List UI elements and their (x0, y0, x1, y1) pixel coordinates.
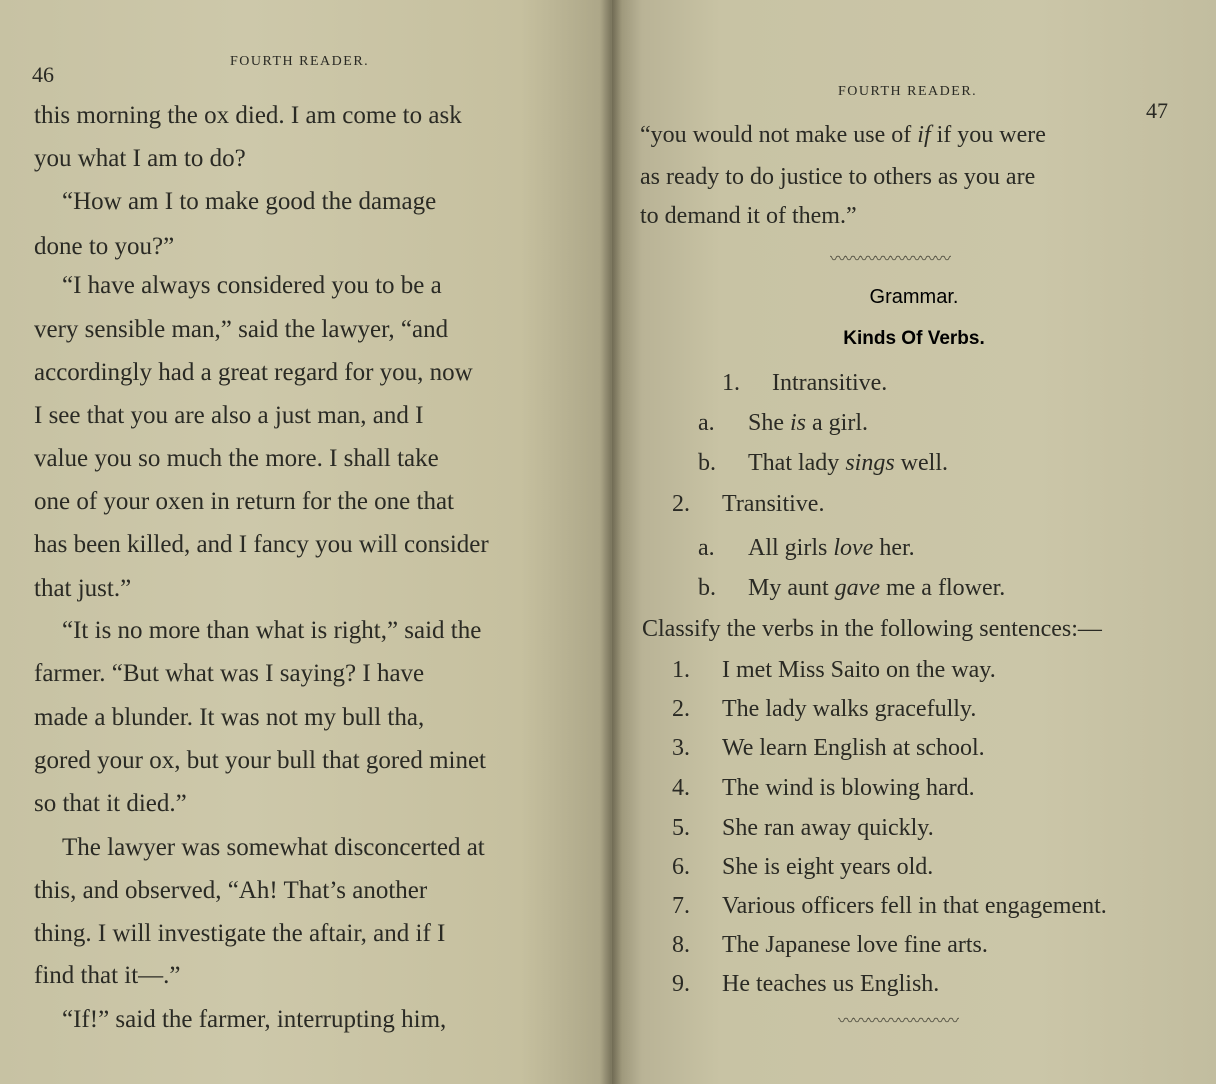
exercise-item: 4. The wind is blowing hard. (672, 775, 975, 801)
text-line: “If!” said the farmer, interrupting him, (62, 1006, 447, 1033)
exercise-item: 9. He teaches us English. (672, 971, 940, 997)
example-line: b. That lady sings well. (698, 450, 948, 476)
text-line: “How am I to make good the damage (62, 188, 437, 215)
section-title: Grammar. (869, 286, 959, 308)
ornament-rule: 〰〰〰〰〰〰〰〰 (838, 1011, 959, 1030)
example-line: a. She is a girl. (698, 410, 868, 436)
exercise-item: 6. She is eight years old. (672, 854, 934, 880)
text-line: farmer. “But what was I saying? I have (34, 660, 425, 687)
exercise-item: 5. She ran away quickly. (672, 815, 934, 841)
text-line: has been killed, and I fancy you will consider (34, 531, 489, 558)
kind-number: 1. (722, 370, 740, 396)
text-line: find that it—.” (34, 962, 181, 989)
kind-name: Intransitive. (772, 370, 888, 396)
text-line: gored your ox, but your bull that gored minet (34, 747, 487, 774)
kind-heading (672, 491, 824, 518)
text-line: “It is no more than what is right,” said the (62, 617, 482, 644)
text-line: this, and observed, “Ah! That’s another (34, 877, 428, 904)
text-line: made a blunder. It was not my bull tha, (34, 704, 425, 731)
text-line: The lawyer was somewhat disconcerted at (62, 834, 485, 861)
text-line: value you so much the more. I shall take (34, 445, 439, 472)
text-line: I see that you are also a just man, and I (34, 402, 424, 429)
example-line: a. All girls love her. (698, 535, 915, 561)
page-number: 46 (32, 62, 54, 87)
page-number: 47 (1146, 98, 1168, 123)
right-page (612, 0, 1216, 1084)
ornament-rule: 〰〰〰〰〰〰〰〰 (830, 249, 951, 268)
exercise-item: 3. We learn English at school. (672, 735, 985, 761)
exercise-item: 1. I met Miss Saito on the way. (672, 657, 996, 683)
text-line: one of your oxen in return for the one that (34, 488, 455, 515)
example-line: b. My aunt gave me a flower. (698, 575, 1006, 601)
kind-heading (722, 370, 887, 397)
text-line: this morning the ox died. I am come to ask (34, 102, 462, 129)
text-line: as ready to do justice to others as you are (640, 164, 1036, 190)
exercise-item: 2. The lady walks gracefully. (672, 696, 977, 722)
text-line: accordingly had a great regard for you, now (34, 359, 473, 386)
text-line: done to you?” (34, 233, 175, 260)
exercise-instruction: Classify the verbs in the following sentences:— (642, 616, 1102, 642)
exercise-item: 8. The Japanese love fine arts. (672, 932, 988, 958)
text-line: so that it died.” (34, 790, 187, 817)
kind-number: 2. (672, 491, 690, 517)
text-line: to demand it of them.” (640, 203, 857, 229)
text-line: “I have always considered you to be a (62, 272, 442, 299)
text-line: thing. I will investigate the aftair, and if I (34, 920, 446, 947)
exercise-item: 7. Various officers fell in that engagement. (672, 893, 1107, 919)
kind-name: Transitive. (722, 491, 825, 517)
text-line: that just.” (34, 575, 132, 602)
running-head: FOURTH READER. (838, 84, 978, 99)
text-line: very sensible man,” said the lawyer, “and (34, 316, 449, 343)
subsection-title: Kinds Of Verbs. (843, 328, 985, 349)
text-line: you what I am to do? (34, 145, 246, 172)
running-head: FOURTH READER. (230, 54, 370, 69)
text-line: “you would not make use of if if you were (640, 122, 1046, 148)
